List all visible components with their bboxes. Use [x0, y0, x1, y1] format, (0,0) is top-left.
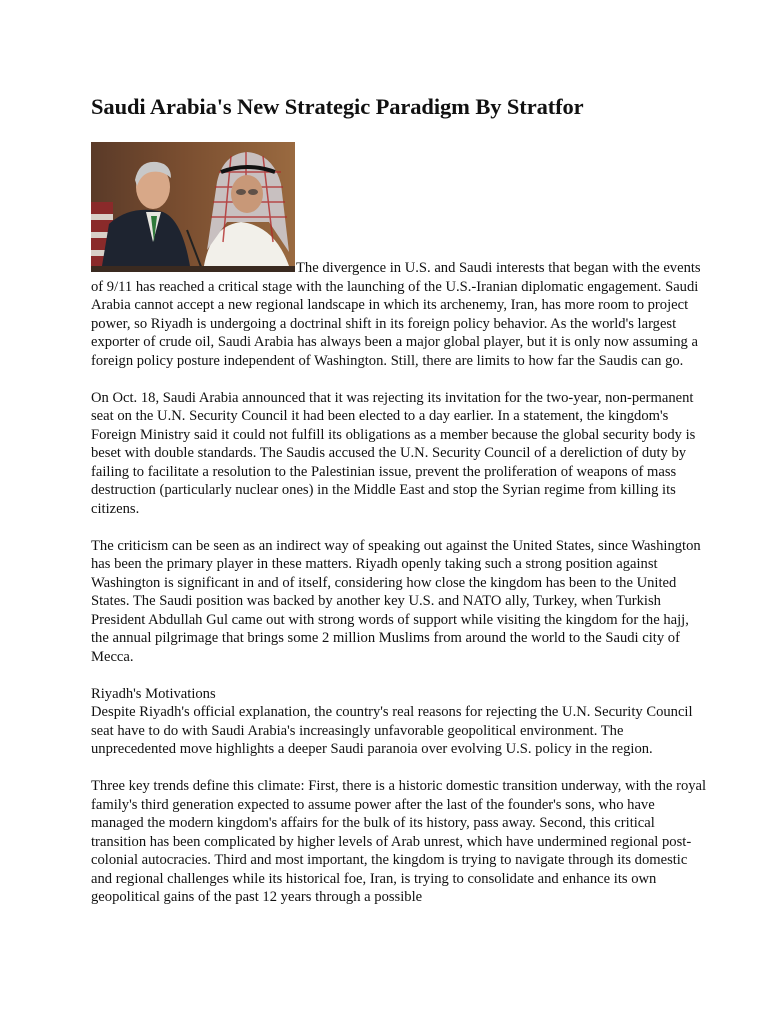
photo-graphic	[91, 142, 295, 272]
article-photo	[91, 142, 295, 272]
paragraph-3: The criticism can be seen as an indirect way of speaking out against the United States, since Washington has been the primary player in these matters. Riyadh openly taking such a strong position against Washington is significant in and of itself, considering how close the kingdom has been to the United States. The Saudi position was backed by another key U.S. and NATO ally, Turkey, when Turkish President Abdullah Gul came out with strong words of support while visiting the kingdom for the hajj, the annual pilgrimage that brings some 2 million Muslims from around the world to the Saudi city of Mecca.	[91, 537, 701, 665]
paragraph-4	[91, 685, 708, 759]
section-heading: Riyadh's Motivations	[91, 685, 216, 702]
paragraph-4-text: Despite Riyadh's official explanation, the country's real reasons for rejecting the U.N. Security Council seat have to do with Saudi Arabia's increasingly unfavorable geopolitical environment. The unprecedented move highlights a deeper Saudi paranoia over evolving U.S. policy in the region.	[91, 704, 693, 757]
paragraph-5: Three key trends define this climate: First, there is a historic domestic transition underway, with the royal family's third generation expected to assume power after the last of the founder's sons, who have managed the modern kingdom's affairs for the bulk of its history, pass away. Second, this critical transition has been complicated by higher levels of Arab unrest, which have undermined regional post-colonial autocracies. Third and most important, the kingdom is trying to navigate through its domestic and regional challenges while its historical foe, Iran, is trying to consolidate and enhance its own geopolitical gains of the past 12 years through a possible	[91, 778, 707, 905]
paragraph-1	[91, 142, 708, 370]
paragraph-1-text: The divergence in U.S. and Saudi interests that began with the events of 9/11 has reached a critical stage with the launching of the U.S.-Iranian diplomatic engagement. Saudi Arabia cannot accept a new regional landscape in which its archenemy, Iran, has more room to project power, so Riyadh is undergoing a doctrinal shift in its foreign policy behavior. As the world's largest exporter of crude oil, Saudi Arabia has always been a major global player, but it is only now assuming a foreign policy posture independent of Washington. Still, there are limits to how far the Saudis can go.	[91, 260, 701, 369]
article-body	[91, 142, 708, 907]
paragraph-2: On Oct. 18, Saudi Arabia announced that it was rejecting its invitation for the two-year, non-permanent seat on the U.N. Security Council it had been elected to a day earlier. In a statement, the kingdom's Foreign Ministry said it could not fulfill its obligations as a member because the global security body is beset with double standards. The Saudis accused the U.N. Security Council of a dereliction of duty by failing to facilitate a resolution to the Palestinian issue, prevent the proliferation of weapons of mass destruction (particularly nuclear ones) in the Middle East and stop the Syrian regime from killing its citizens.	[91, 389, 696, 517]
document-title: Saudi Arabia's New Strategic Paradigm By Stratfor	[91, 94, 584, 119]
